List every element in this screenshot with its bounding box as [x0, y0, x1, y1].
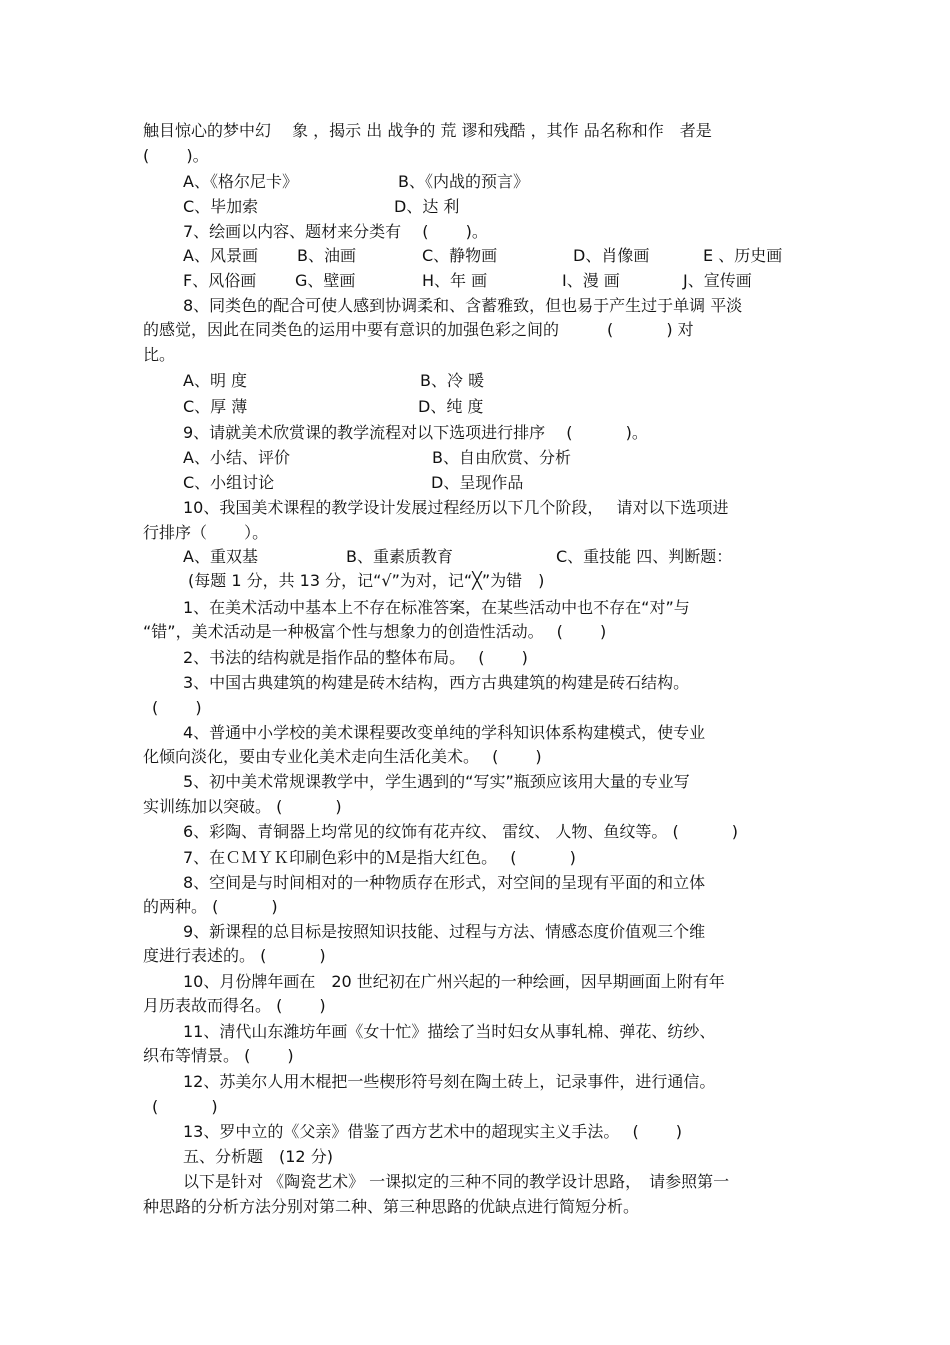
- judge-item-2: 2、书法的结构就是指作品的整体布局。 ( ): [183, 648, 528, 667]
- judge-item-1-line-2: “错”，美术活动是一种极富个性与想象力的创造性活动。 ( ): [143, 622, 607, 641]
- q10-option-a: A、重双基: [183, 547, 258, 566]
- judge-item-4-line-1: 4、普通中小学校的美术课程要改变单纯的学科知识体系构建模式，使专业: [183, 723, 706, 742]
- q9-stem: 9、请就美术欣赏课的教学流程对以下选项进行排序 ( )。: [183, 423, 648, 442]
- q7-stem: 7、绘画以内容、题材来分类有 ( )。: [183, 222, 488, 241]
- q9-option-d: D、呈现作品: [431, 473, 524, 492]
- q7-option-j: J、宣传画: [683, 271, 752, 290]
- q6-option-d: D、达 利: [394, 197, 460, 216]
- judge-item-8-line-1: 8、空间是与时间相对的一种物质存在形式，对空间的呈现有平面的和立体: [183, 873, 706, 892]
- q6-option-c: C、毕加索: [183, 197, 259, 216]
- q7-option-g: G、壁画: [295, 271, 356, 290]
- q6-option-a: A、《格尔尼卡》: [183, 172, 298, 191]
- q8-option-c: C、厚 薄: [183, 397, 248, 416]
- q7-option-h: H、年 画: [422, 271, 488, 290]
- q9-option-c: C、小组讨论: [183, 473, 275, 492]
- q8-line-2: 的感觉，因此在同类色的运用中要有意识的加强色彩之间的 ( ) 对: [143, 320, 694, 339]
- judge-section-instructions: (每题 1 分，共 13 分，记“√”为对，记“╳”为错 ): [188, 571, 545, 590]
- judge-item-12-line-2: ( ): [152, 1097, 218, 1116]
- judge-item-11-line-1: 11、清代山东潍坊年画《女十忙》描绘了当时妇女从事轧棉、弹花、纺纱、: [183, 1022, 716, 1041]
- judge-item-4-line-2: 化倾向淡化，要由专业化美术走向生活化美术。 ( ): [143, 747, 542, 766]
- q7-option-a: A、风景画: [183, 246, 258, 265]
- q7-option-e: E 、历史画: [703, 246, 783, 265]
- q9-option-a: A、小结、评价: [183, 448, 290, 467]
- q9-option-b: B、自由欣赏、分析: [432, 448, 571, 467]
- q7-option-f: F、风俗画: [183, 271, 257, 290]
- q8-line-3: 比。: [143, 345, 176, 364]
- q6-option-b: B、《内战的预言》: [398, 172, 529, 191]
- judge-item-1-line-1: 1、在美术活动中基本上不存在标准答案，在某些活动中也不存在“对”与: [183, 598, 690, 617]
- q7-option-b: B、油画: [297, 246, 356, 265]
- q7-option-i: I、漫 画: [562, 271, 620, 290]
- q7-option-c: C、静物画: [422, 246, 498, 265]
- section-5-line-2: 种思路的分析方法分别对第二种、第三种思路的优缺点进行简短分析。: [143, 1197, 640, 1216]
- judge-item-7: 7、在ＣＭＹＫ印刷色彩中的Ｍ是指大红色。 ( ): [183, 848, 576, 867]
- judge-item-5-line-1: 5、初中美术常规课教学中，学生遇到的“写实”瓶颈应该用大量的专业写: [183, 772, 690, 791]
- q10-option-b: B、重素质教育: [346, 547, 453, 566]
- q8-line-1: 8、同类色的配合可使人感到协调柔和、含蓄雅致，但也易于产生过于单调 平淡: [183, 296, 743, 315]
- q8-option-a: A、明 度: [183, 371, 248, 390]
- judge-item-11-line-2: 织布等情景。 ( ): [143, 1046, 294, 1065]
- judge-item-10-line-1: 10、月份牌年画在 20 世纪初在广州兴起的一种绘画，因早期画面上附有年: [183, 972, 725, 991]
- section-5-line-1: 以下是针对 《陶瓷艺术》 一课拟定的三种不同的教学设计思路， 请参照第一: [183, 1172, 730, 1191]
- q10-line-1: 10、我国美术课程的教学设计发展过程经历以下几个阶段， 请对以下选项进: [183, 498, 729, 517]
- section-5-title: 五、分析题 (12 分): [183, 1147, 333, 1166]
- q8-option-b: B、冷 暖: [420, 371, 485, 390]
- judge-item-3-line-1: 3、中国古典建筑的构建是砖木结构，西方古典建筑的构建是砖石结构。: [183, 673, 690, 692]
- q7-option-d: D、肖像画: [573, 246, 650, 265]
- judge-item-3-line-2: ( ): [152, 698, 202, 717]
- q8-option-d: D、纯 度: [418, 397, 484, 416]
- judge-item-9-line-2: 度进行表述的。 ( ): [143, 946, 326, 965]
- q10-line-2: 行排序（ ）。: [143, 523, 269, 542]
- judge-item-10-line-2: 月历表故而得名。 ( ): [143, 996, 326, 1015]
- judge-item-8-line-2: 的两种。 ( ): [143, 897, 278, 916]
- q6-continuation-line-2: ( )。: [143, 146, 209, 165]
- judge-item-13: 13、罗中立的《父亲》借鉴了西方艺术中的超现实主义手法。 ( ): [183, 1122, 683, 1141]
- judge-item-5-line-2: 实训练加以突破。 ( ): [143, 797, 342, 816]
- q6-continuation-line-1: 触目惊心的梦中幻 象 ，揭示 出 战争的 荒 谬和残酷 ，其作 品名称和作 者是: [143, 121, 712, 140]
- q10-option-c-and-section-4-title: C、重技能 四、判断题：: [556, 547, 733, 566]
- judge-item-9-line-1: 9、新课程的总目标是按照知识技能、过程与方法、情感态度价值观三个维: [183, 922, 706, 941]
- judge-item-12-line-1: 12、苏美尔人用木棍把一些楔形符号刻在陶土砖上，记录事件，进行通信。: [183, 1072, 716, 1091]
- judge-item-6: 6、彩陶、青铜器上均常见的纹饰有花卉纹、 雷纹、 人物、鱼纹等。 ( ): [183, 822, 739, 841]
